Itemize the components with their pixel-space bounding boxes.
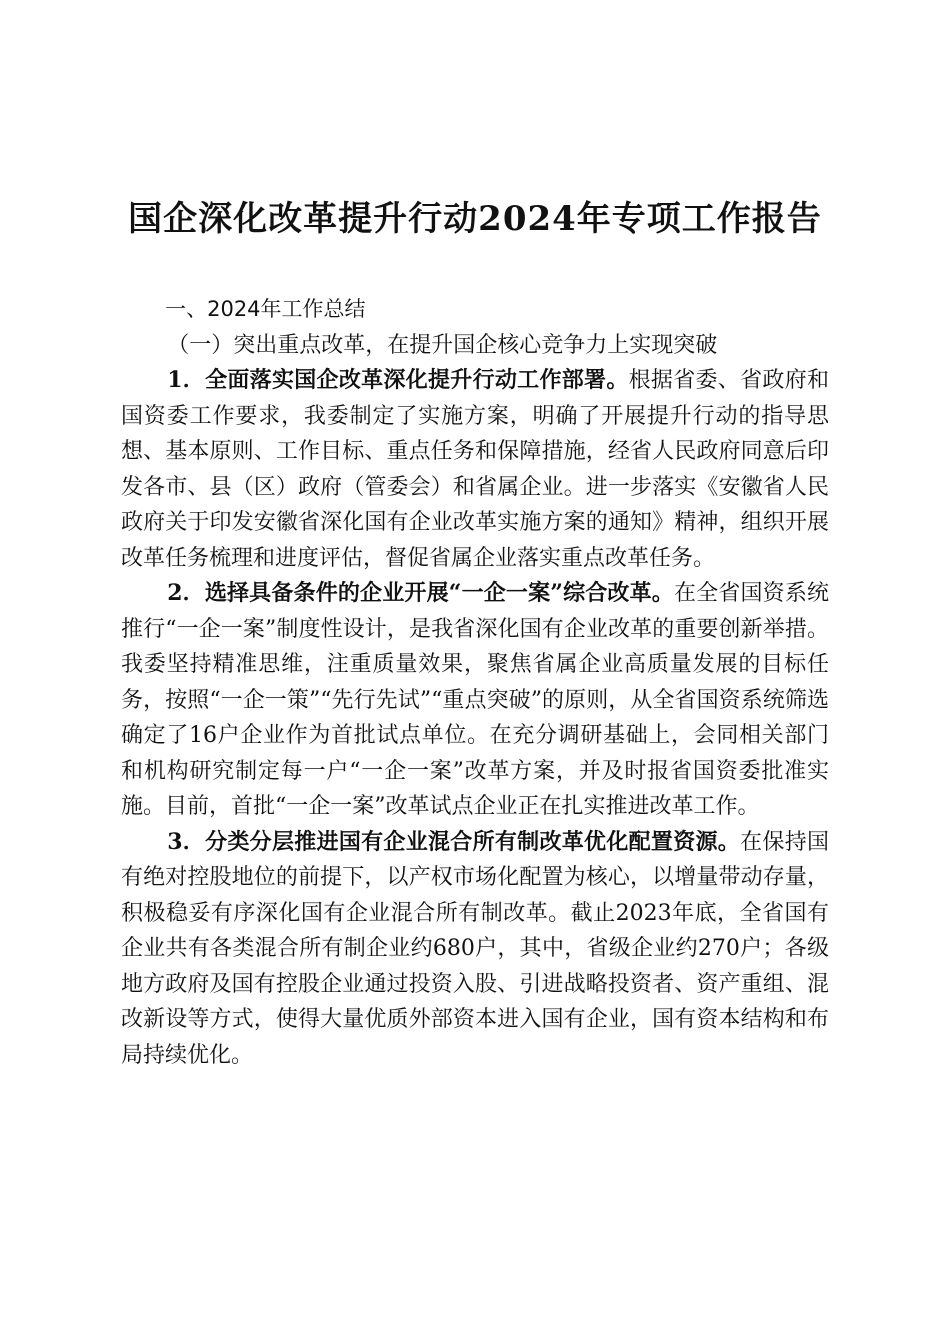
subsection-heading: （一）突出重点改革，在提升国企核心竞争力上实现突破 (167, 332, 718, 358)
paragraph-1-lead: 1．全面落实国企改革深化提升行动工作部署。 (167, 367, 629, 393)
paragraph-1-text: 根据省委、省政府和国资委工作要求，我委制定了实施方案，明确了开展提升行动的指导思想、基本原则、工作目标、重点任务和保障措施，经省人民政府同意后印发各市、县（区）政府（管委会）和省属企业。进一步落实《安徽省人民政府关于印发安徽省深化国有企业改革实施方案的通知》精神，组织开展改革任务梳理和进度评估，督促省属企业落实重点改革任务。 (121, 368, 829, 571)
paragraph-2-text: 在全省国资系统推行“一企一案”制度性设计，是我省深化国有企业改革的重要创新举措。我委坚持精准思维，注重质量效果，聚焦省属企业高质量发展的目标任务，按照“一企一策”“先行先试”“重点突破”的原则，从全省国资系统筛选确定了16户企业作为首批试点单位。在充分调研基础上，会同相关部门和机构研究制定每一户“一企一案”改革方案，并及时报省国资委批准实施。目前，首批“一企一案”改革试点企业正在扎实推进改革工作。 (121, 581, 829, 819)
document-title: 国企深化改革提升行动2024年专项工作报告 (128, 199, 822, 239)
paragraph-3 (121, 825, 829, 1074)
paragraph-3-text: 在保持国有绝对控股地位的前提下，以产权市场化配置为核心，以增量带动存量，积极稳妥有序深化国有企业混合所有制改革。截止2023年底，全省国有企业共有各类混合所有制企业约680户，其中，省级企业约270户；各级地方政府及国有控股企业通过投资入股、引进战略投资者、资产重组、混改新设等方式，使得大量优质外部资本进入国有企业，国有资本结构和布局持续优化。 (121, 829, 829, 1068)
paragraph-1 (121, 363, 829, 576)
document-body (121, 292, 829, 1073)
section-heading: 一、2024年工作总结 (165, 297, 366, 321)
paragraph-3-lead: 3．分类分层推进国有企业混合所有制改革优化配置资源。 (167, 828, 741, 855)
paragraph-2 (121, 576, 829, 825)
paragraph-2-lead: 2．选择具备条件的企业开展“一企一案”综合改革。 (167, 580, 674, 606)
